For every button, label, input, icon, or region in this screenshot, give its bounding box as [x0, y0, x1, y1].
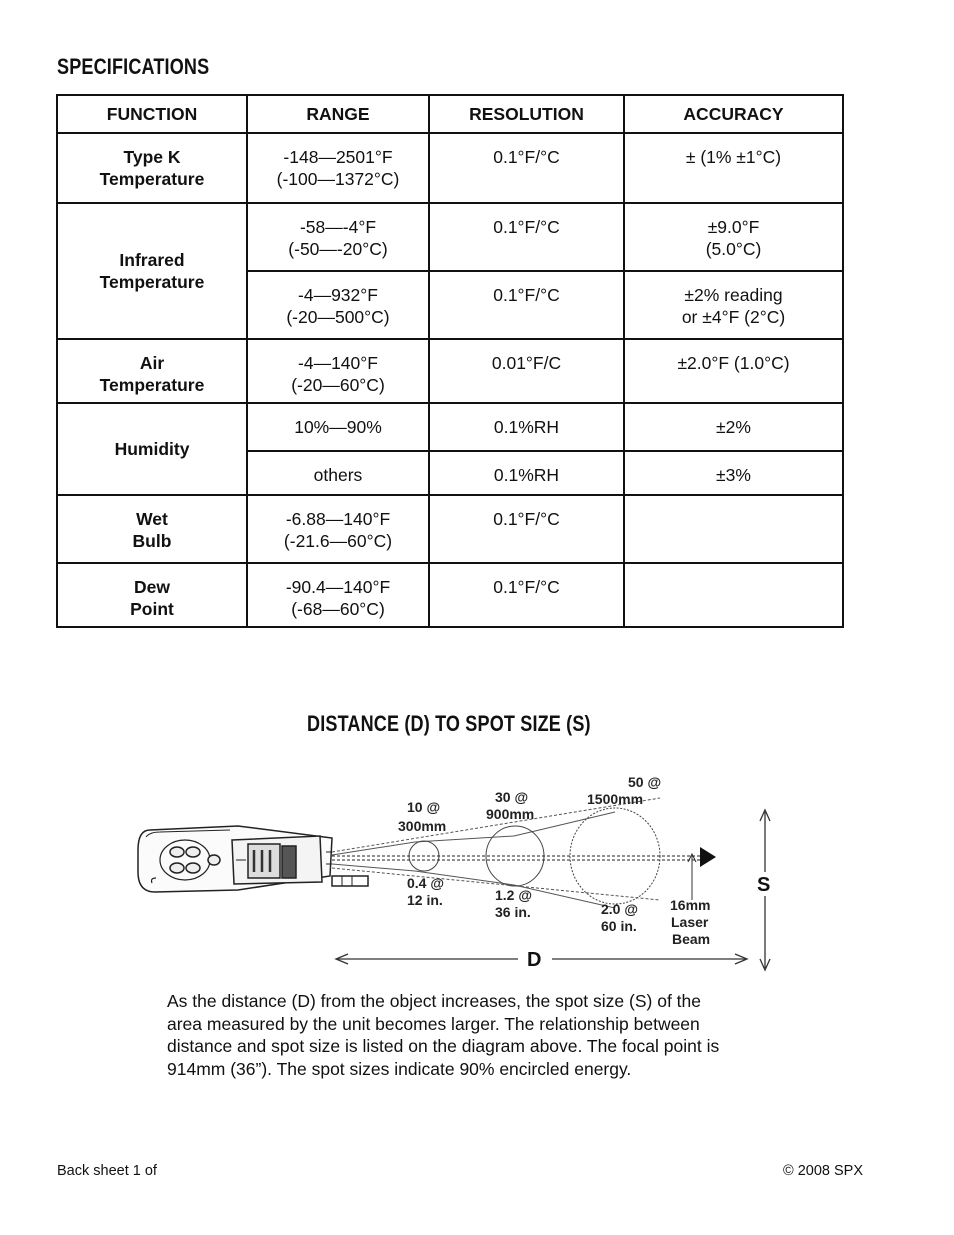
range-cell: -4—932°F (-20—500°C)	[247, 271, 429, 339]
function-cell: Wet Bulb	[57, 495, 247, 563]
resolution-cell: 0.1°F/°C	[429, 203, 624, 271]
table-row	[57, 133, 843, 203]
spot-size-diagram	[0, 760, 954, 975]
table-header-row	[57, 95, 843, 133]
spot-size-description: As the distance (D) from the object increases, the spot size (S) of the area measured by the unit becomes larger. The relationship between distance and spot size is listed on the diagram above. The focal point is 914mm (36”). The spot sizes indicate 90% encircled energy.	[167, 991, 720, 1079]
thermometer-device-illustration	[138, 826, 368, 892]
label-10-300mm: 10 @ 300mm	[398, 799, 447, 834]
table-row	[57, 563, 843, 627]
footer-copyright: © 2008 SPX	[783, 1163, 864, 1179]
accuracy-cell	[624, 563, 843, 627]
resolution-cell: 0.1%RH	[429, 451, 624, 495]
resolution-cell: 0.1°F/°C	[429, 133, 624, 203]
accuracy-cell: ±9.0°F (5.0°C)	[624, 203, 843, 271]
label-laser-beam: 16mm Laser Beam	[670, 897, 711, 947]
accuracy-cell: ±2.0°F (1.0°C)	[624, 339, 843, 403]
label-2.0-60in: 2.0 @ 60 in.	[601, 901, 639, 934]
table-row	[57, 495, 843, 563]
label-50-1500mm: 50 @ 1500mm	[587, 774, 662, 807]
range-cell: -6.88—140°F (-21.6—60°C)	[247, 495, 429, 563]
function-cell: Dew Point	[57, 563, 247, 627]
accuracy-cell	[624, 495, 843, 563]
accuracy-cell: ±3%	[624, 451, 843, 495]
function-cell: Humidity	[57, 403, 247, 495]
resolution-cell: 0.1°F/°C	[429, 495, 624, 563]
table-row	[57, 403, 843, 451]
table-row	[57, 339, 843, 403]
table-row	[57, 203, 843, 271]
header-range: RANGE	[247, 95, 429, 133]
resolution-cell: 0.1%RH	[429, 403, 624, 451]
label-30-900mm: 30 @ 900mm	[486, 789, 535, 822]
resolution-cell: 0.1°F/°C	[429, 563, 624, 627]
header-function: FUNCTION	[57, 95, 247, 133]
label-1.2-36in: 1.2 @ 36 in.	[495, 887, 533, 920]
function-cell: Infrared Temperature	[57, 203, 247, 339]
resolution-cell: 0.01°F/C	[429, 339, 624, 403]
footer-sheet-number: Back sheet 1 of	[57, 1163, 157, 1179]
spot-size-label: S	[757, 874, 771, 896]
function-cell: Air Temperature	[57, 339, 247, 403]
header-resolution: RESOLUTION	[429, 95, 624, 133]
spot-size-heading: DISTANCE (D) TO SPOT SIZE (S)	[307, 711, 591, 736]
accuracy-cell: ± (1% ±1°C)	[624, 133, 843, 203]
range-cell: -58—-4°F (-50—-20°C)	[247, 203, 429, 271]
accuracy-cell: ±2%	[624, 403, 843, 451]
range-cell: 10%—90%	[247, 403, 429, 451]
specifications-heading: SPECIFICATIONS	[57, 54, 210, 79]
range-cell: others	[247, 451, 429, 495]
range-cell: -148—2501°F (-100—1372°C)	[247, 133, 429, 203]
distance-arrow	[336, 954, 747, 964]
specifications-table	[56, 94, 844, 628]
resolution-cell: 0.1°F/°C	[429, 271, 624, 339]
accuracy-cell: ±2% reading or ±4°F (2°C)	[624, 271, 843, 339]
distance-label: D	[527, 949, 542, 971]
function-cell: Type K Temperature	[57, 133, 247, 203]
header-accuracy: ACCURACY	[624, 95, 843, 133]
label-0.4-12in: 0.4 @ 12 in.	[407, 875, 445, 908]
range-cell: -4—140°F (-20—60°C)	[247, 339, 429, 403]
range-cell: -90.4—140°F (-68—60°C)	[247, 563, 429, 627]
